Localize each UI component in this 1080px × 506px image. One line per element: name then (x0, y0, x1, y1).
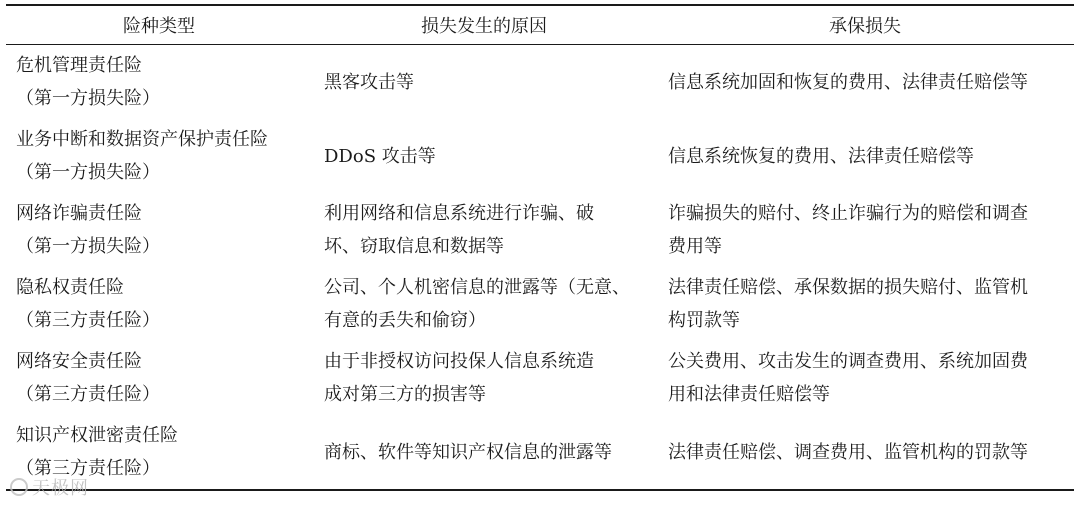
cell-line: 构罚款等 (668, 310, 740, 331)
table-header (6, 5, 1074, 45)
table-row (6, 415, 1074, 490)
cell-line: （第一方损失险） (16, 236, 160, 257)
cell-loss-cause (312, 193, 656, 267)
cell-covered-loss (656, 415, 1074, 490)
header-covered-loss: 承保损失 (829, 16, 901, 37)
cell-insurance-type (6, 119, 312, 193)
cell-insurance-type (6, 341, 312, 415)
cell-line: 诈骗损失的赔付、终止诈骗行为的赔偿和调查 (668, 203, 1028, 224)
table-body (6, 45, 1074, 491)
cell-loss-cause (312, 45, 656, 120)
cell-line: DDoS 攻击等 (324, 145, 436, 167)
cell-line: 坏、窃取信息和数据等 (324, 236, 504, 257)
cell-line: 法律责任赔偿、承保数据的损失赔付、监管机 (668, 277, 1028, 298)
cell-insurance-type (6, 193, 312, 267)
watermark-logo-icon (10, 478, 28, 496)
header-loss-cause: 损失发生的原因 (421, 16, 547, 37)
cell-line: 知识产权泄密责任险 (16, 425, 178, 446)
table-row (6, 119, 1074, 193)
cell-line: 信息系统加固和恢复的费用、法律责任赔偿等 (668, 71, 1028, 93)
watermark (10, 474, 89, 500)
cell-line: 成对第三方的损害等 (324, 384, 486, 405)
cell-line: 黑客攻击等 (324, 71, 414, 93)
header-insurance-type: 险种类型 (123, 16, 195, 37)
table-row (6, 45, 1074, 120)
table-row (6, 267, 1074, 341)
cell-line: 商标、软件等知识产权信息的泄露等 (324, 441, 612, 463)
cell-loss-cause (312, 341, 656, 415)
cell-covered-loss (656, 267, 1074, 341)
cell-line: 法律责任赔偿、调查费用、监管机构的罚款等 (668, 441, 1028, 463)
cell-covered-loss (656, 45, 1074, 120)
cell-line: （第一方损失险） (16, 162, 160, 183)
insurance-types-table (6, 4, 1074, 491)
cell-loss-cause (312, 415, 656, 490)
cell-line: 公关费用、攻击发生的调查费用、系统加固费 (668, 351, 1028, 372)
watermark-text: 天极网 (32, 478, 89, 499)
cell-line: （第一方损失险） (16, 88, 160, 109)
cell-line: 业务中断和数据资产保护责任险 (16, 129, 268, 150)
table-row (6, 341, 1074, 415)
cell-line: 费用等 (668, 236, 722, 257)
cell-line: （第三方责任险） (16, 458, 160, 479)
cell-line: 有意的丢失和偷窃） (324, 310, 486, 331)
cell-line: 危机管理责任险 (16, 55, 142, 76)
cell-covered-loss (656, 119, 1074, 193)
cell-line: （第三方责任险） (16, 384, 160, 405)
cell-line: 信息系统恢复的费用、法律责任赔偿等 (668, 145, 974, 167)
cell-line: 网络安全责任险 (16, 351, 142, 372)
cell-loss-cause (312, 267, 656, 341)
cell-loss-cause (312, 119, 656, 193)
cell-line: 由于非授权访问投保人信息系统造 (324, 351, 594, 372)
header-row (6, 5, 1074, 45)
cell-line: 网络诈骗责任险 (16, 203, 142, 224)
cell-line: 隐私权责任险 (16, 277, 124, 298)
cell-line: 利用网络和信息系统进行诈骗、破 (324, 203, 594, 224)
cell-covered-loss (656, 193, 1074, 267)
table-row (6, 193, 1074, 267)
cell-insurance-type (6, 45, 312, 120)
cell-line: 用和法律责任赔偿等 (668, 384, 830, 405)
cell-covered-loss (656, 341, 1074, 415)
insurance-types-table-container (6, 4, 1074, 491)
cell-line: 公司、个人机密信息的泄露等（无意、 (324, 277, 630, 298)
cell-line: （第三方责任险） (16, 310, 160, 331)
cell-insurance-type (6, 267, 312, 341)
